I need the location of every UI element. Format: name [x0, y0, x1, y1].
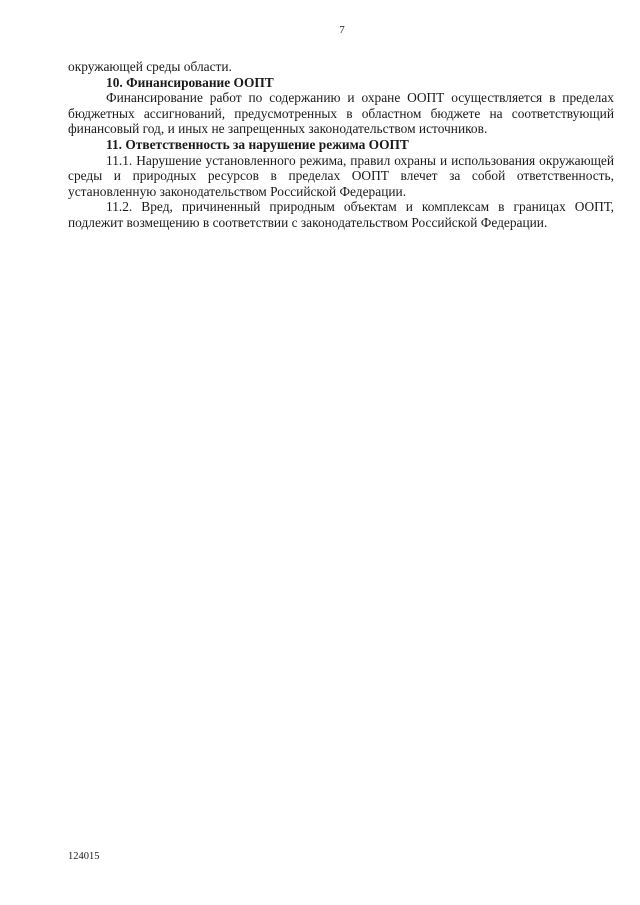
section-10-heading: 10. Финансирование ООПТ	[106, 74, 274, 90]
continuation-text: окружающей среды области.	[68, 59, 232, 74]
section-11-paragraph-2: 11.2. Вред, причиненный природным объектам и комплексам в границах ООПТ, подлежит возмещению в соответствии с законодательством Российской Федерации.	[68, 199, 614, 230]
document-body	[68, 59, 614, 231]
document-code: 124015	[68, 851, 100, 862]
page-number: 7	[339, 24, 345, 36]
section-11-heading: 11. Ответственность за нарушение режима ООПТ	[106, 136, 409, 152]
section-11-paragraph-1: 11.1. Нарушение установленного режима, правил охраны и использования окружающей среды и природных ресурсов в пределах ООПТ влечет за собой ответственность, установленную законодательством Российской Федерации.	[68, 152, 614, 199]
section-10-paragraph: Финансирование работ по содержанию и охране ООПТ осуществляется в пределах бюджетных ассигнований, предусмотренных в областном бюджете на соответствующий финансовый год, и иных не запрещенных законодательством источников.	[68, 90, 614, 137]
